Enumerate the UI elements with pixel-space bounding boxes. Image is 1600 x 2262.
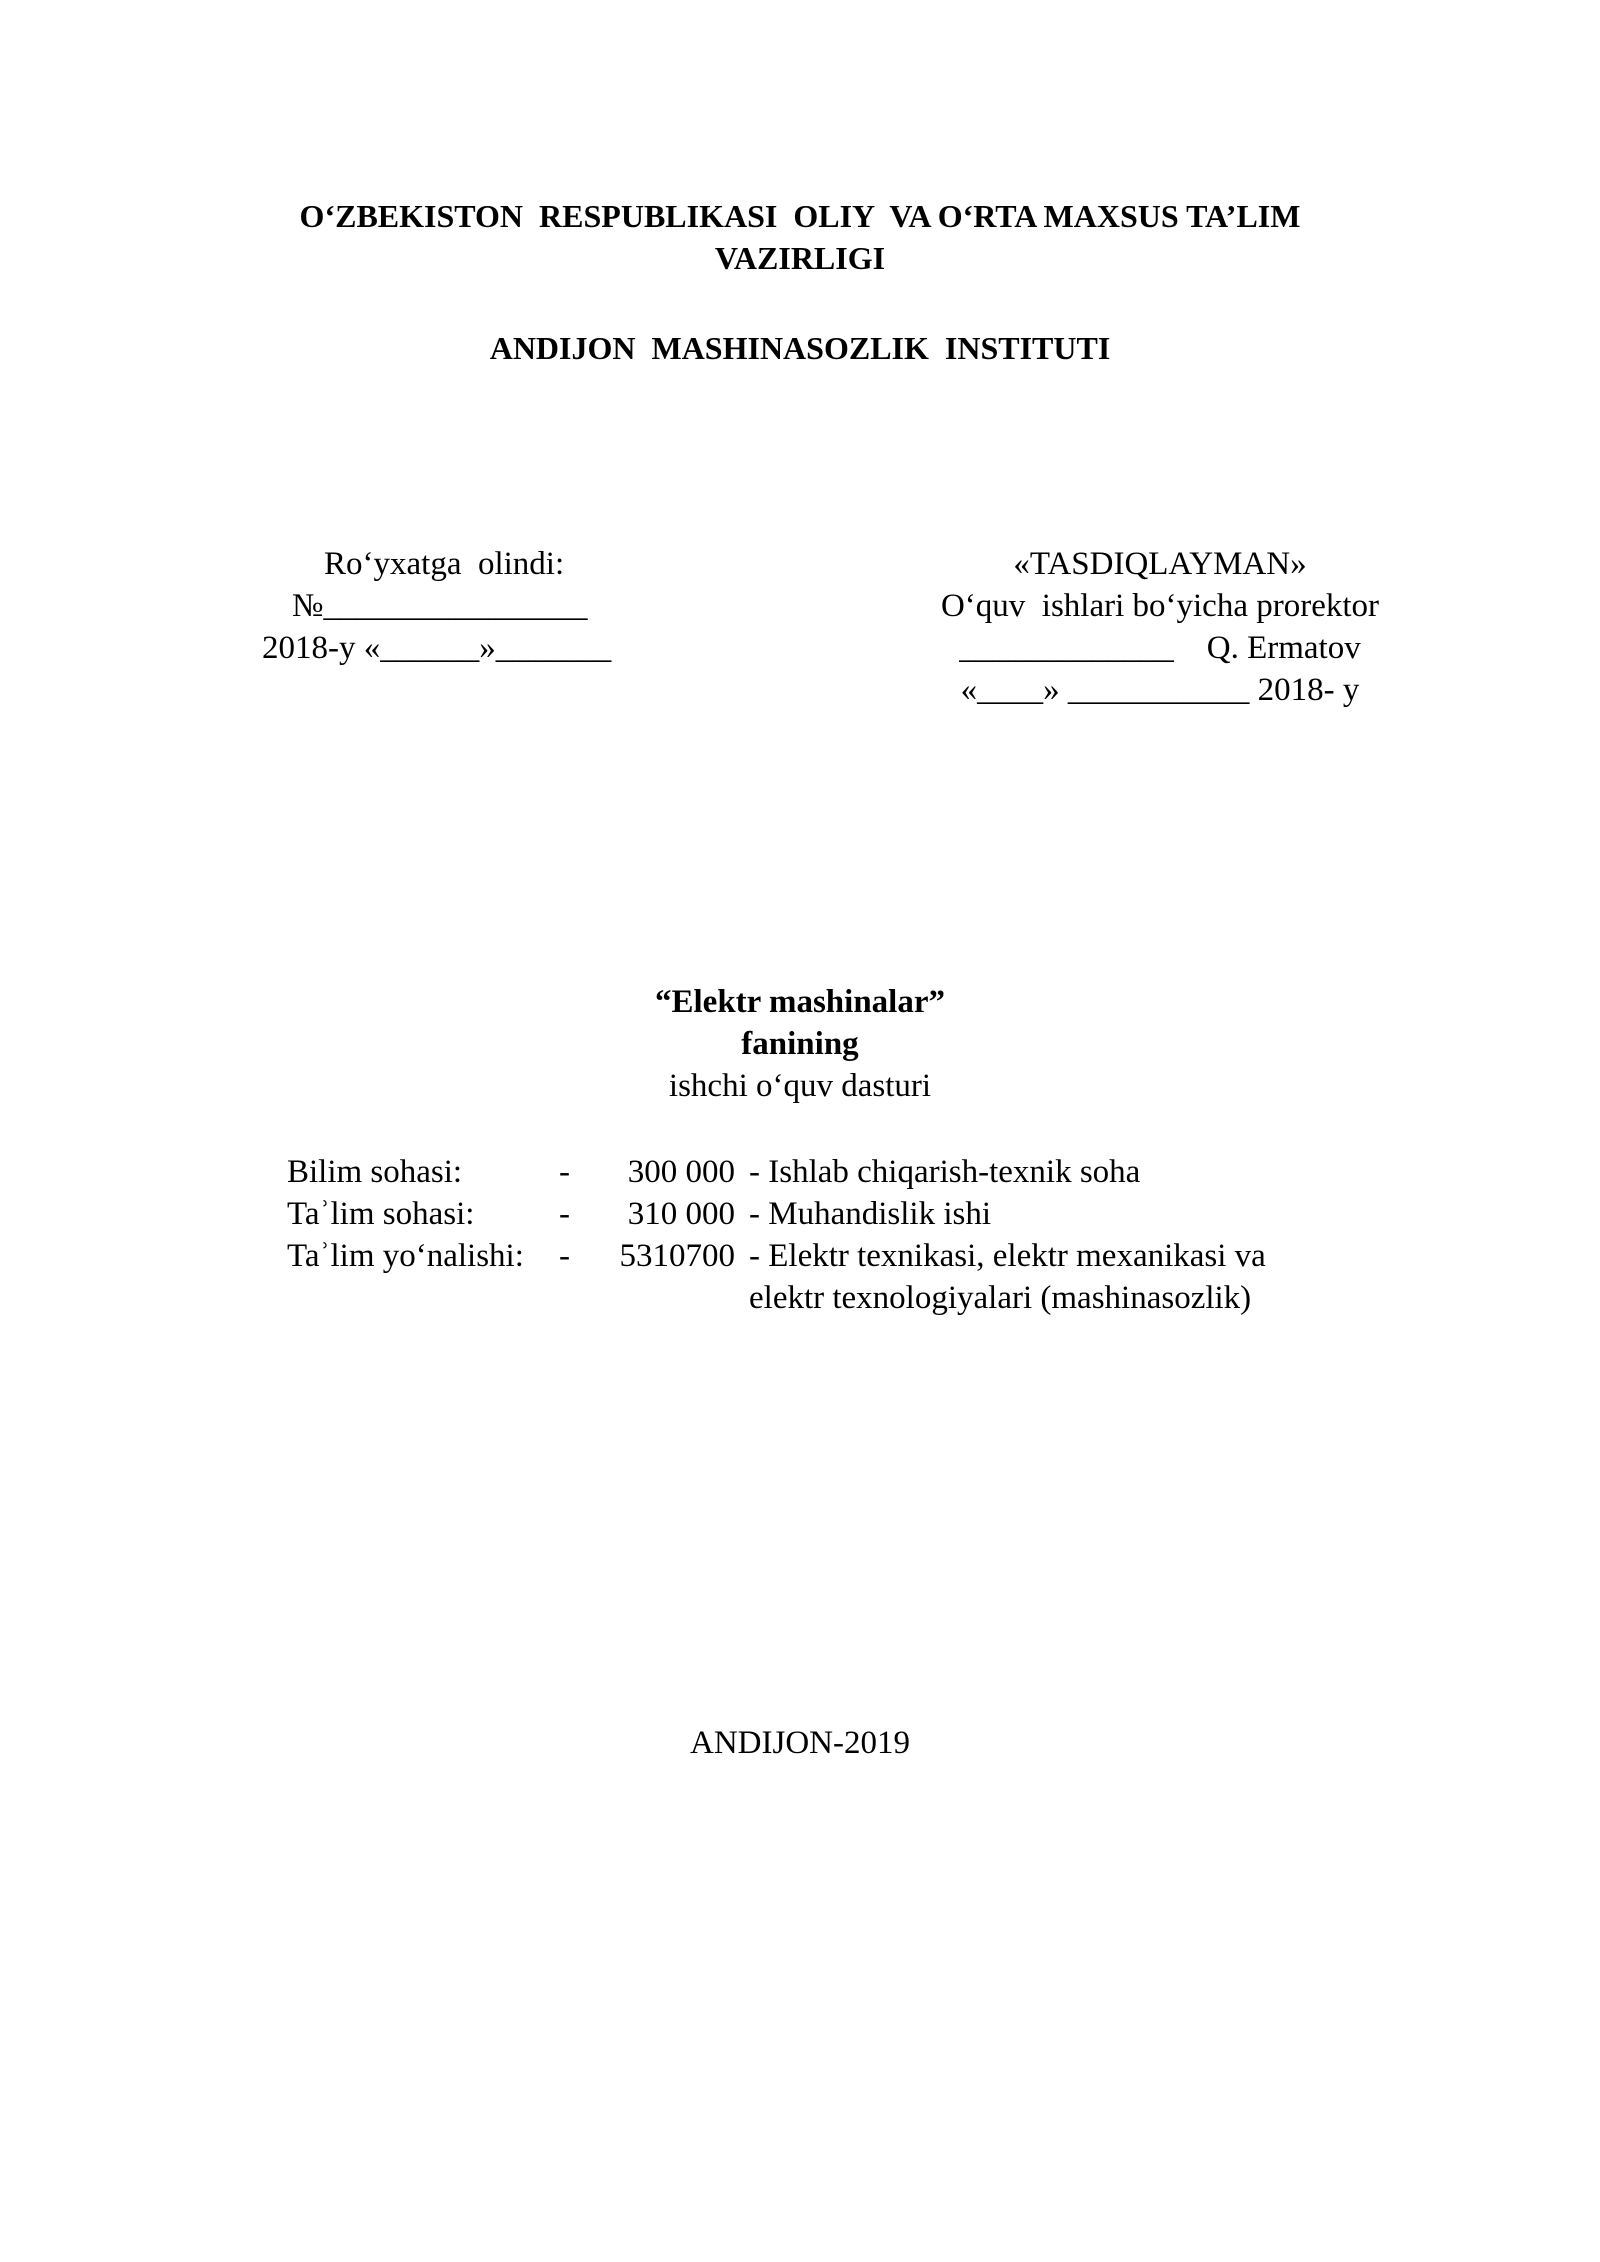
- field-description: - Elektr texnikasi, elektr mexanikasi va: [749, 1238, 1266, 1274]
- document-type: ishchi o‘quv dasturi: [668, 1068, 932, 1104]
- field-label: Taʾlim sohasi:: [287, 1196, 475, 1232]
- field-row-continuation: [287, 1277, 1266, 1319]
- subject-title: “Elektr mashinalar”: [655, 984, 945, 1020]
- subject-genitive: fanining: [741, 1026, 859, 1062]
- registration-block: [262, 543, 611, 669]
- field-dash: -: [559, 1154, 570, 1190]
- field-description: - Muhandislik ishi: [749, 1196, 992, 1232]
- field-list: [287, 1151, 1266, 1319]
- field-description: - Ishlab chiqarish-texnik soha: [749, 1154, 1141, 1190]
- place-year-footer: [0, 1722, 1600, 1764]
- approval-block: [900, 543, 1420, 711]
- approval-title: «TASDIQLAYMAN»: [1013, 546, 1307, 582]
- registration-number-blank: №________________: [292, 588, 588, 624]
- field-label: Taʾlim yo‘nalishi:: [287, 1238, 524, 1274]
- field-row: [287, 1193, 1266, 1235]
- institute-name: ANDIJON MASHINASOZLIK INSTITUTI: [489, 330, 1111, 366]
- field-code: 5310700: [619, 1238, 735, 1274]
- approval-position: O‘quv ishlari bo‘yicha prorektor: [940, 588, 1380, 624]
- field-code: 300 000: [627, 1154, 735, 1190]
- ministry-heading-line-2: VAZIRLIGI: [714, 240, 886, 276]
- place-year: ANDIJON-2019: [690, 1725, 910, 1761]
- approval-signature-line: _____________ Q. Ermatov: [959, 630, 1361, 666]
- field-dash: -: [559, 1238, 570, 1274]
- document-title-block: [0, 981, 1600, 1107]
- field-description-continuation: elektr texnologiyalari (mashinasozlik): [749, 1280, 1252, 1316]
- approval-date-blank: «____» ___________ 2018- y: [960, 672, 1360, 708]
- field-row: [287, 1151, 1266, 1193]
- field-dash: -: [559, 1196, 570, 1232]
- institute-heading: [0, 327, 1600, 369]
- field-code: 310 000: [627, 1196, 735, 1232]
- ministry-heading-line-1: O‘ZBEKISTON RESPUBLIKASI OLIY VA O‘RTA MAXSUS TA’LIM: [299, 198, 1301, 234]
- registration-date-blank: 2018-y «______»_______: [262, 630, 612, 666]
- field-row: [287, 1235, 1266, 1277]
- field-label: Bilim sohasi:: [287, 1154, 463, 1190]
- ministry-heading: [0, 195, 1600, 279]
- registration-title: Ro‘yxatga olindi:: [324, 546, 565, 582]
